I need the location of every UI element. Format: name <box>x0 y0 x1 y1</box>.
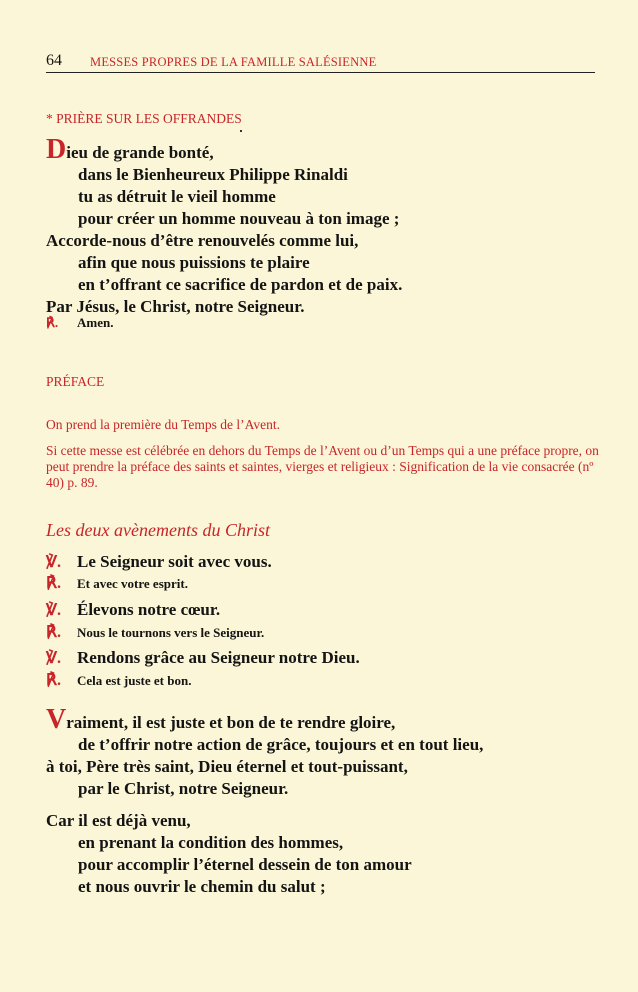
preface-line: de t’offrir notre action de grâce, toujours et en tout lieu, <box>78 735 484 754</box>
dialogue-response: ℟. Cela est juste et bon. <box>46 672 192 689</box>
preface-line: à toi, Père très saint, Dieu éternel et tout-puissant, <box>46 757 408 776</box>
print-speck <box>240 130 242 132</box>
dialogue-response: ℟. Nous le tournons vers le Seigneur. <box>46 624 265 641</box>
preface-line: Car il est déjà venu, <box>46 811 191 830</box>
preface-subtitle: Les deux avènements du Christ <box>46 520 270 540</box>
running-title: MESSES PROPRES DE LA FAMILLE SALÉSIENNE <box>90 55 377 69</box>
preface-line: pour accomplir l’éternel dessein de ton amour <box>78 855 412 874</box>
prayer-line: Dieu de grande bonté, <box>46 134 214 165</box>
prayer-line: afin que nous puissions te plaire <box>78 253 310 272</box>
preface-line: et nous ouvrir le chemin du salut ; <box>78 877 326 896</box>
dropcap-d: D <box>46 134 67 165</box>
prayer-line: tu as détruit le vieil homme <box>78 187 276 206</box>
dialogue-versicle: ℣. Élevons notre cœur. <box>46 600 221 619</box>
preface-line: en prenant la condition des hommes, <box>78 833 344 852</box>
rubric-note: On prend la première du Temps de l’Avent. <box>46 417 280 432</box>
dialogue-versicle: ℣. Rendons grâce au Seigneur notre Dieu. <box>46 648 360 667</box>
preface-line: Vraiment, il est juste et bon de te rendre gloire, <box>46 704 396 735</box>
rubric-note: Si cette messe est célébrée en dehors du Temps de l’Avent ou d’un Temps qui a une préface propre, on peut prendre la préface des saints et saintes, vierges et religieux : Signification de la vie consacrée (nº 40) p. 89. <box>46 443 599 490</box>
page-header <box>46 50 595 73</box>
amen-response: ℟. Amen. <box>46 315 114 330</box>
preface-line: par le Christ, notre Seigneur. <box>78 779 289 798</box>
preface-text <box>46 704 484 898</box>
prayer-line: pour créer un homme nouveau à ton image ; <box>78 209 400 228</box>
offerings-prayer <box>46 134 403 318</box>
prayer-line: Par Jésus, le Christ, notre Seigneur. <box>46 297 305 316</box>
dialogue-response: ℟. Et avec votre esprit. <box>46 575 188 592</box>
prayer-line: en t’offrant ce sacrifice de pardon et de paix. <box>78 275 403 294</box>
preface-heading: PRÉFACE <box>46 374 105 389</box>
dialogue-versicle: ℣. Le Seigneur soit avec vous. <box>46 552 272 571</box>
offerings-heading: * PRIÈRE SUR LES OFFRANDES <box>46 111 242 126</box>
page-number: 64 <box>46 52 62 69</box>
response-symbol: ℟. <box>46 315 59 330</box>
dropcap-v: V <box>46 704 67 735</box>
prayer-line: Accorde-nous d’être renouvelés comme lui, <box>46 231 359 250</box>
prayer-line: dans le Bienheureux Philippe Rinaldi <box>78 165 348 184</box>
